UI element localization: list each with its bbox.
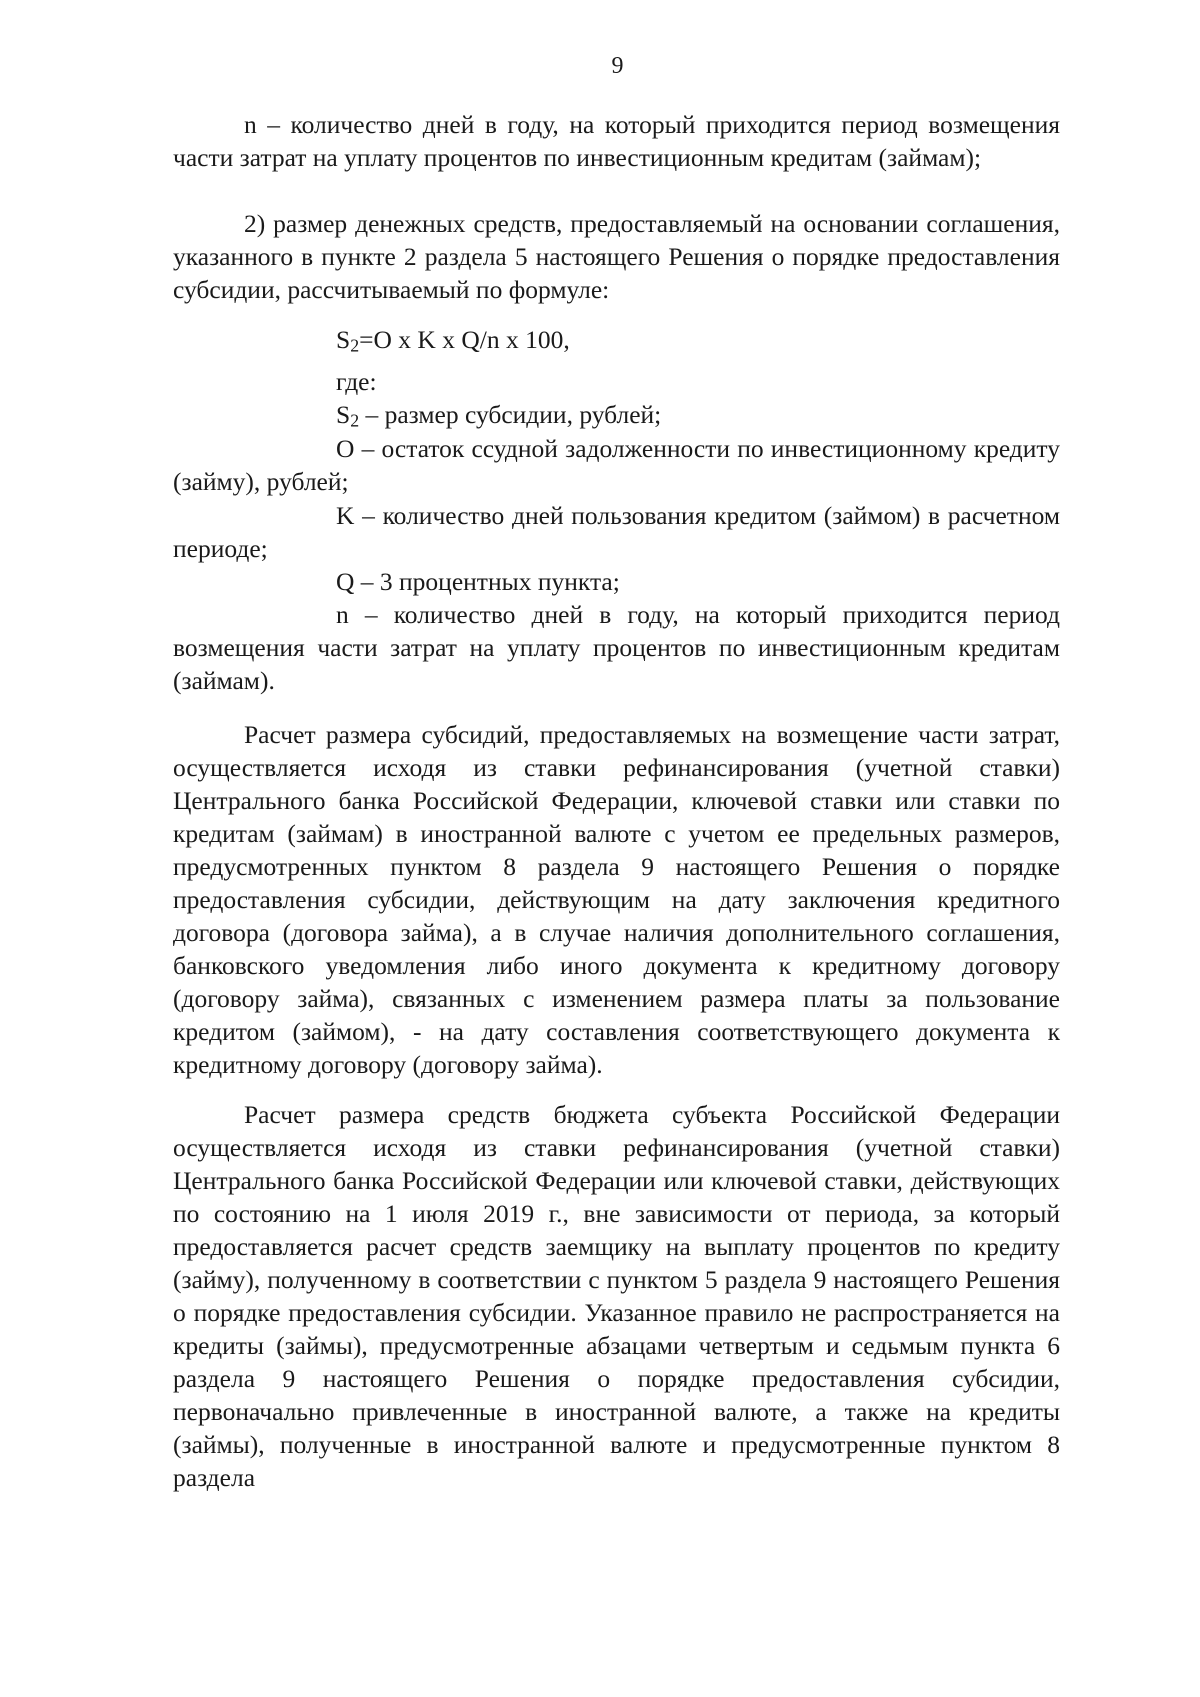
definition-q: Q – 3 процентных пункта; — [336, 567, 620, 596]
formula-subscript: 2 — [350, 335, 360, 356]
definition-n-block — [173, 598, 1060, 697]
definition-s2-text: – размер субсидии, рублей; — [359, 400, 662, 429]
where-label: где: — [336, 367, 377, 396]
formula-expression: =O x K x Q/n x 100, — [359, 325, 570, 354]
definition-q-block — [173, 565, 1060, 598]
definition-k-block — [173, 499, 1060, 565]
definition-s2-subscript: 2 — [350, 410, 360, 431]
definition-s2-symbol: S — [336, 400, 351, 429]
paragraph-calc-subsidies: Расчет размера субсидий, предоставляемых на возмещение части затрат, осуществляется исходя из ставки рефинансирования (учетной ставки) Центрального банка Российской Федерации, ключевой ставки или ставки по кредитам (займам) в иностранной валюте с учетом ее предельных размеров, предусмотренных пунктом 8 раздела 9 настоящего Решения о порядке предоставления субсидии, действующим на дату заключения кредитного договора (договора займа), а в случае наличия дополнительного соглашения, банковского уведомления либо иного документа к кредитному договору (договору займа), связанных с изменением размера платы за пользование кредитом (займом), - на дату составления соответствующего документа к кредитному договору (договору займа). — [173, 720, 1060, 1079]
definition-n: n – количество дней в году, на который приходится период возмещения части затрат на уплату процентов по инвестиционным кредитам (займам). — [173, 600, 1060, 695]
paragraph-calc-subsidies-block — [173, 718, 1060, 1081]
where-block — [173, 365, 1060, 398]
formula-symbol: S — [336, 325, 351, 354]
paragraph-calc-budget: Расчет размера средств бюджета субъекта Российской Федерации осуществляется исходя из ставки рефинансирования (учетной ставки) Центрального банка Российской Федерации или ключевой ставки, действующих по состоянию на 1 июля 2019 г., вне зависимости от периода, за который предоставляется расчет средств заемщику на выплату процентов по кредиту (займу), полученному в соответствии с пунктом 5 раздела 9 настоящего Решения о порядке предоставления субсидии. Указанное правило не распространяется на кредиты (займы), предусмотренные абзацами четвертым и седьмым пункта 6 раздела 9 настоящего Решения о порядке предоставления субсидии, первоначально привлеченные в иностранной валюте, а также на кредиты (займы), полученные в иностранной валюте и предусмотренные пунктом 8 раздела — [173, 1100, 1060, 1492]
intro-paragraph: n – количество дней в году, на который приходится период возмещения части затрат на уплату процентов по инвестиционным кредитам (займам); — [173, 110, 1060, 172]
definition-o-block — [173, 432, 1060, 498]
formula-block — [173, 323, 1060, 356]
item2-block — [173, 207, 1060, 306]
definition-k: K – количество дней пользования кредитом (займом) в расчетном периоде; — [173, 501, 1060, 563]
definition-s2-block — [173, 398, 1060, 431]
formula — [173, 323, 1060, 356]
definition-s2 — [173, 398, 1060, 431]
paragraph-calc-budget-block — [173, 1098, 1060, 1494]
page-number: 9 — [611, 53, 624, 79]
definition-o: O – остаток ссудной задолженности по инвестиционному кредиту (займу), рублей; — [173, 434, 1060, 496]
item2-paragraph: 2) размер денежных средств, предоставляемый на основании соглашения, указанного в пункте 2 раздела 5 настоящего Решения о порядке предоставления субсидии, рассчитываемый по формуле: — [173, 209, 1060, 304]
intro-block — [173, 108, 1060, 174]
